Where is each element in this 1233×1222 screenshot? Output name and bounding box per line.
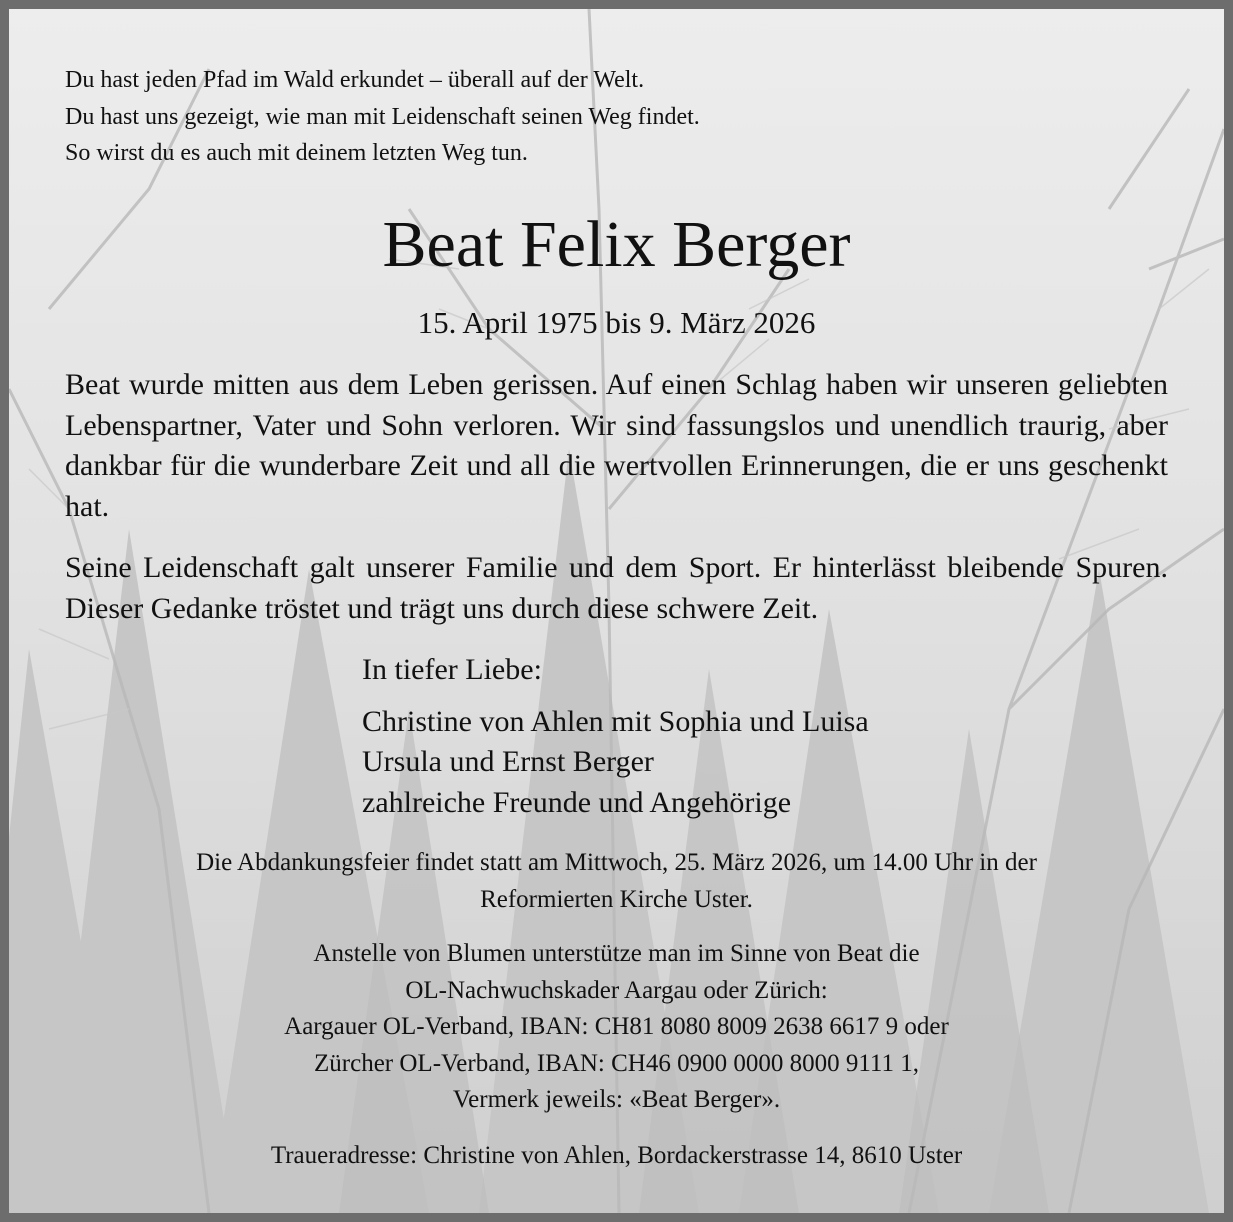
donation-line: Zürcher OL-Verband, IBAN: CH46 0900 0000 8000 9111 1, (314, 1049, 919, 1077)
deceased-name: Beat Felix Berger (382, 208, 851, 281)
memorial-paragraph: Seine Leidenschaft galt unserer Familie und dem Sport. Er hinterlässt bleibende Spuren. Dieser Gedanke tröstet und trägt uns durch diese schwere Zeit. (65, 551, 1168, 625)
mourner-line: Christine von Ahlen mit Sophia und Luisa (362, 704, 869, 738)
donation-notice (49, 936, 1184, 1119)
motto-line: Du hast uns gezeigt, wie man mit Leidenschaft seinen Weg findet. (65, 103, 700, 130)
service-line: Die Abdankungsfeier findet statt am Mittwoch, 25. März 2026, um 14.00 Uhr in der (196, 849, 1037, 876)
memorial-paragraph: Beat wurde mitten aus dem Leben gerissen. Auf einen Schlag haben wir unseren geliebten Lebenspartner, Vater und Sohn verloren. Wir sind fassungslos und unendlich traurig, aber dankbar für die wunderbare Zeit und all die wertvollen Erinnerungen, die er uns geschenkt hat. (65, 368, 1168, 523)
donation-line: Vermerk jeweils: «Beat Berger». (452, 1086, 781, 1113)
motto-line: Du hast jeden Pfad im Wald erkundet – überall auf der Welt. (65, 67, 645, 93)
mourners-intro: In tiefer Liebe: (362, 653, 542, 686)
donation-line: Aargauer OL-Verband, IBAN: CH81 8080 8009 2638 6617 9 oder (284, 1013, 949, 1040)
life-dates: 15. April 1975 bis 9. März 2026 (417, 305, 816, 340)
donation-line: Anstelle von Blumen unterstütze man im Sinne von Beat die (313, 940, 920, 967)
service-notice (49, 845, 1184, 918)
motto-line: So wirst du es auch mit deinem letzten Weg tun. (65, 140, 528, 166)
donation-line: OL-Nachwuchskader Aargau oder Zürich: (405, 976, 828, 1004)
service-line: Reformierten Kirche Uster. (480, 885, 753, 913)
obituary-content (9, 9, 1224, 1213)
motto-verse (65, 62, 700, 172)
mourner-line: Ursula und Ernst Berger (362, 745, 654, 778)
mourners-block (362, 650, 869, 823)
mourning-address: Traueradresse: Christine von Ahlen, Bordackerstrasse 14, 8610 Uster (270, 1142, 963, 1169)
mourner-line: zahlreiche Freunde und Angehörige (362, 785, 792, 819)
